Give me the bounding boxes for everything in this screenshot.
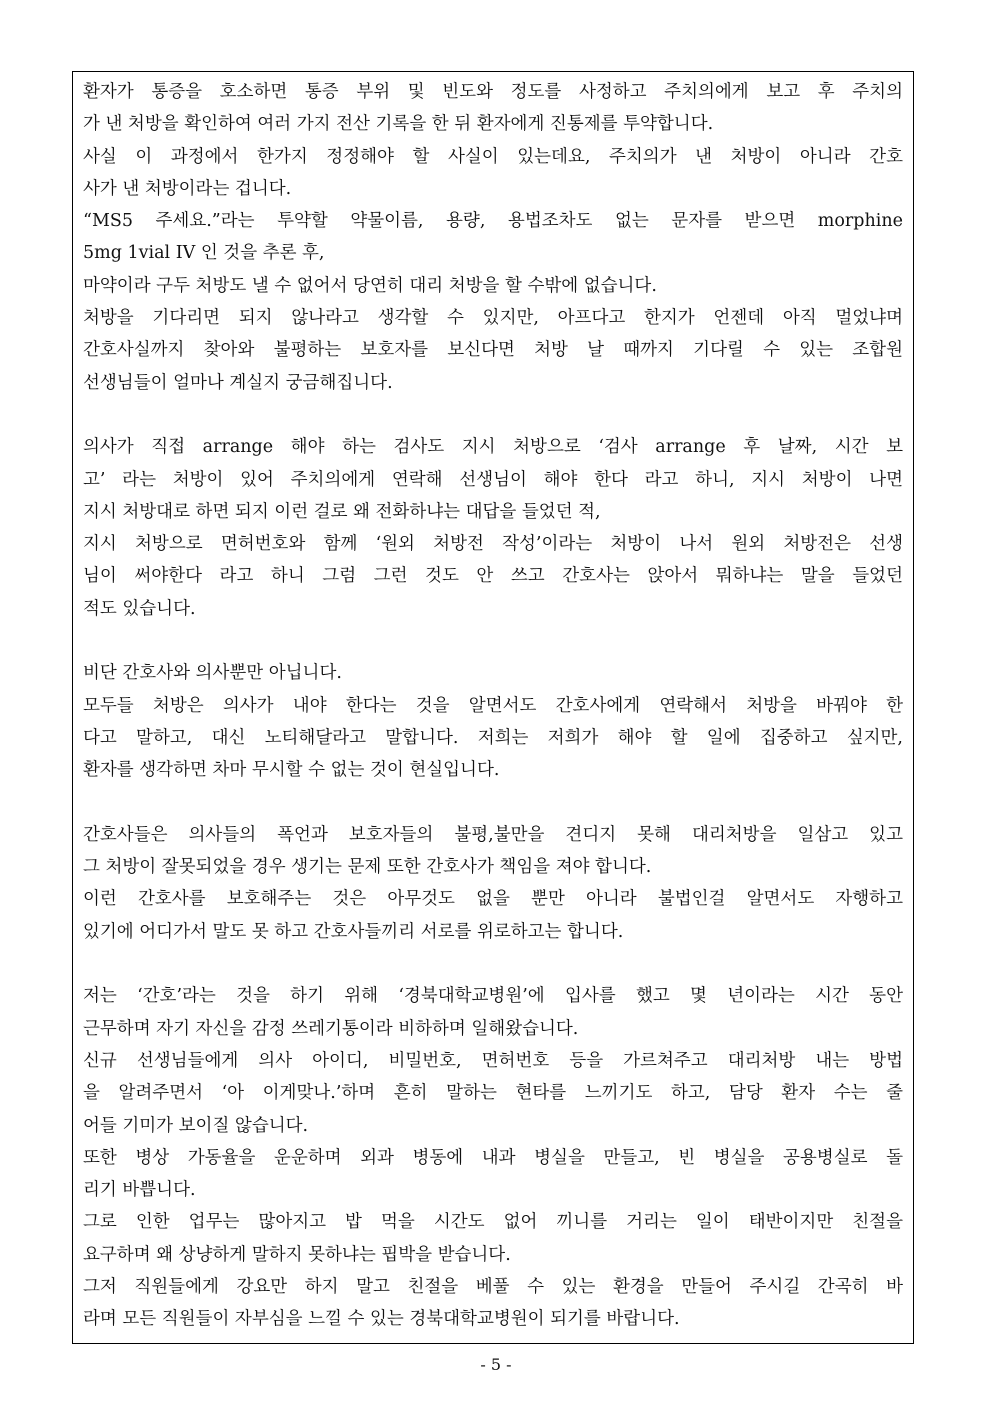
paragraph xyxy=(83,1271,903,1336)
text-line: 지시 처방으로 면허번호와 함께 ‘원외 처방전 작성’이라는 처방이 나서 원외 처방전은 선생 xyxy=(83,534,903,555)
text-line: 어들 기미가 보이질 않습니다. xyxy=(83,1115,309,1136)
text-line: 있기에 어디가서 말도 못 하고 간호사들끼리 서로를 위로하고는 합니다. xyxy=(83,921,624,942)
text-line: 근무하며 자기 자신을 감정 쓰레기통이라 비하하며 일해왔습니다. xyxy=(83,1018,579,1039)
text-line: 5mg 1vial IV 인 것을 추론 후, xyxy=(83,243,325,264)
text-line: 선생님들이 얼마나 계실지 궁금해집니다. xyxy=(83,372,393,393)
text-line: 지시 처방대로 하면 되지 이런 걸로 왜 전화하냐는 대답을 들었던 적, xyxy=(83,501,601,522)
text-line: 사가 낸 처방이라는 겁니다. xyxy=(83,178,292,199)
text-line: 처방을 기다리면 되지 않나라고 생각할 수 있지만, 아프다고 한지가 언젠데 아직 멀었냐며 xyxy=(83,308,903,329)
text-line: 라며 모든 직원들이 자부심을 느낄 수 있는 경북대학교병원이 되기를 바랍니다. xyxy=(83,1309,680,1330)
text-line: 모두들 처방은 의사가 내야 한다는 것을 알면서도 간호사에게 연락해서 처방을 바꿔야 한 xyxy=(83,695,903,716)
text-line: 님이 써야한다 라고 하니 그럼 그런 것도 안 쓰고 간호사는 앉아서 뭐하냐는 말을 들었던 xyxy=(83,566,903,587)
blank-line xyxy=(83,787,903,819)
text-line: 리기 바쁩니다. xyxy=(83,1180,196,1201)
text-line: 환자가 통증을 호소하면 통증 부위 및 빈도와 정도를 사정하고 주치의에게 보고 후 주치의 xyxy=(83,82,903,102)
paragraph xyxy=(83,819,903,884)
text-line: 환자를 생각하면 차마 무시할 수 없는 것이 현실입니다. xyxy=(83,760,500,781)
paragraph xyxy=(83,270,903,302)
paragraph xyxy=(83,1206,903,1271)
paragraph xyxy=(83,690,903,787)
text-line: 그 처방이 잘못되었을 경우 생기는 문제 또한 간호사가 책임을 져야 합니다. xyxy=(83,857,652,878)
text-line: 고’ 라는 처방이 있어 주치의에게 연락해 선생님이 해야 한다 라고 하니, 지시 처방이 나면 xyxy=(83,469,903,490)
text-line: 신규 선생님들에게 의사 아이디, 비밀번호, 면허번호 등을 가르쳐주고 대리처방 내는 방법 xyxy=(83,1050,903,1071)
blank-line xyxy=(83,625,903,657)
document-body-box xyxy=(72,71,914,1344)
text-line: 의사가 직접 arrange 해야 하는 검사도 지시 처방으로 ‘검사 arrange 후 날짜, 시간 보 xyxy=(83,437,903,458)
text-line: 간호사실까지 찾아와 불평하는 보호자를 보신다면 처방 날 때까지 기다릴 수 있는 조합원 xyxy=(83,340,903,361)
text-line: 사실 이 과정에서 한가지 정정해야 할 사실이 있는데요, 주치의가 낸 처방이 아니라 간호 xyxy=(83,146,903,167)
blank-line xyxy=(83,948,903,980)
paragraph xyxy=(83,205,903,270)
text-line: 저는 ‘간호’라는 것을 하기 위해 ‘경북대학교병원’에 입사를 했고 몇 년이라는 시간 동안 xyxy=(83,986,903,1007)
text-line: 또한 병상 가동율을 운운하며 외과 병동에 내과 병실을 만들고, 빈 병실을 공용병실로 돌 xyxy=(83,1147,903,1168)
paragraph xyxy=(83,431,903,528)
paragraph xyxy=(83,1045,903,1142)
paragraph xyxy=(83,141,903,206)
text-line: 간호사들은 의사들의 폭언과 보호자들의 불평,불만을 견디지 못해 대리처방을 일삼고 있고 xyxy=(83,824,903,845)
text-line: “MS5 주세요.”라는 투약할 약물이름, 용량, 용법조차도 없는 문자를 받으면 morphine xyxy=(83,211,903,232)
text-line: 마약이라 구두 처방도 낼 수 없어서 당연히 대리 처방을 할 수밖에 없습니다. xyxy=(83,275,657,296)
text-line: 그저 직원들에게 강요만 하지 말고 친절을 베풀 수 있는 환경을 만들어 주시길 간곡히 바 xyxy=(83,1276,903,1297)
text-line: 다고 말하고, 대신 노티해달라고 말합니다. 저희는 저희가 해야 할 일에 집중하고 싶지만, xyxy=(83,727,903,748)
blank-line xyxy=(83,399,903,431)
page-number: - 5 - xyxy=(480,1355,512,1374)
paragraph xyxy=(83,657,903,689)
paragraph xyxy=(83,1142,903,1207)
text-line: 적도 있습니다. xyxy=(83,598,196,619)
text-line: 그로 인한 업무는 많아지고 밥 먹을 시간도 없어 끼니를 거리는 일이 태반이지만 친절을 xyxy=(83,1212,903,1233)
text-line: 을 알려주면서 ‘아 이게맞나.’하며 흔히 말하는 현타를 느끼기도 하고, 담당 환자 수는 줄 xyxy=(83,1083,903,1104)
paragraph xyxy=(83,302,903,399)
text-line: 요구하며 왜 상냥하게 말하지 못하냐는 핍박을 받습니다. xyxy=(83,1244,511,1265)
paragraph xyxy=(83,883,903,948)
paragraph xyxy=(83,528,903,625)
text-line: 이런 간호사를 보호해주는 것은 아무것도 없을 뿐만 아니라 불법인걸 알면서도 자행하고 xyxy=(83,889,903,910)
text-line: 가 낸 처방을 확인하여 여러 가지 전산 기록을 한 뒤 환자에게 진통제를 투약합니다. xyxy=(83,114,714,135)
paragraph xyxy=(83,980,903,1045)
paragraph xyxy=(83,76,903,141)
text-line: 비단 간호사와 의사뿐만 아닙니다. xyxy=(83,663,342,684)
